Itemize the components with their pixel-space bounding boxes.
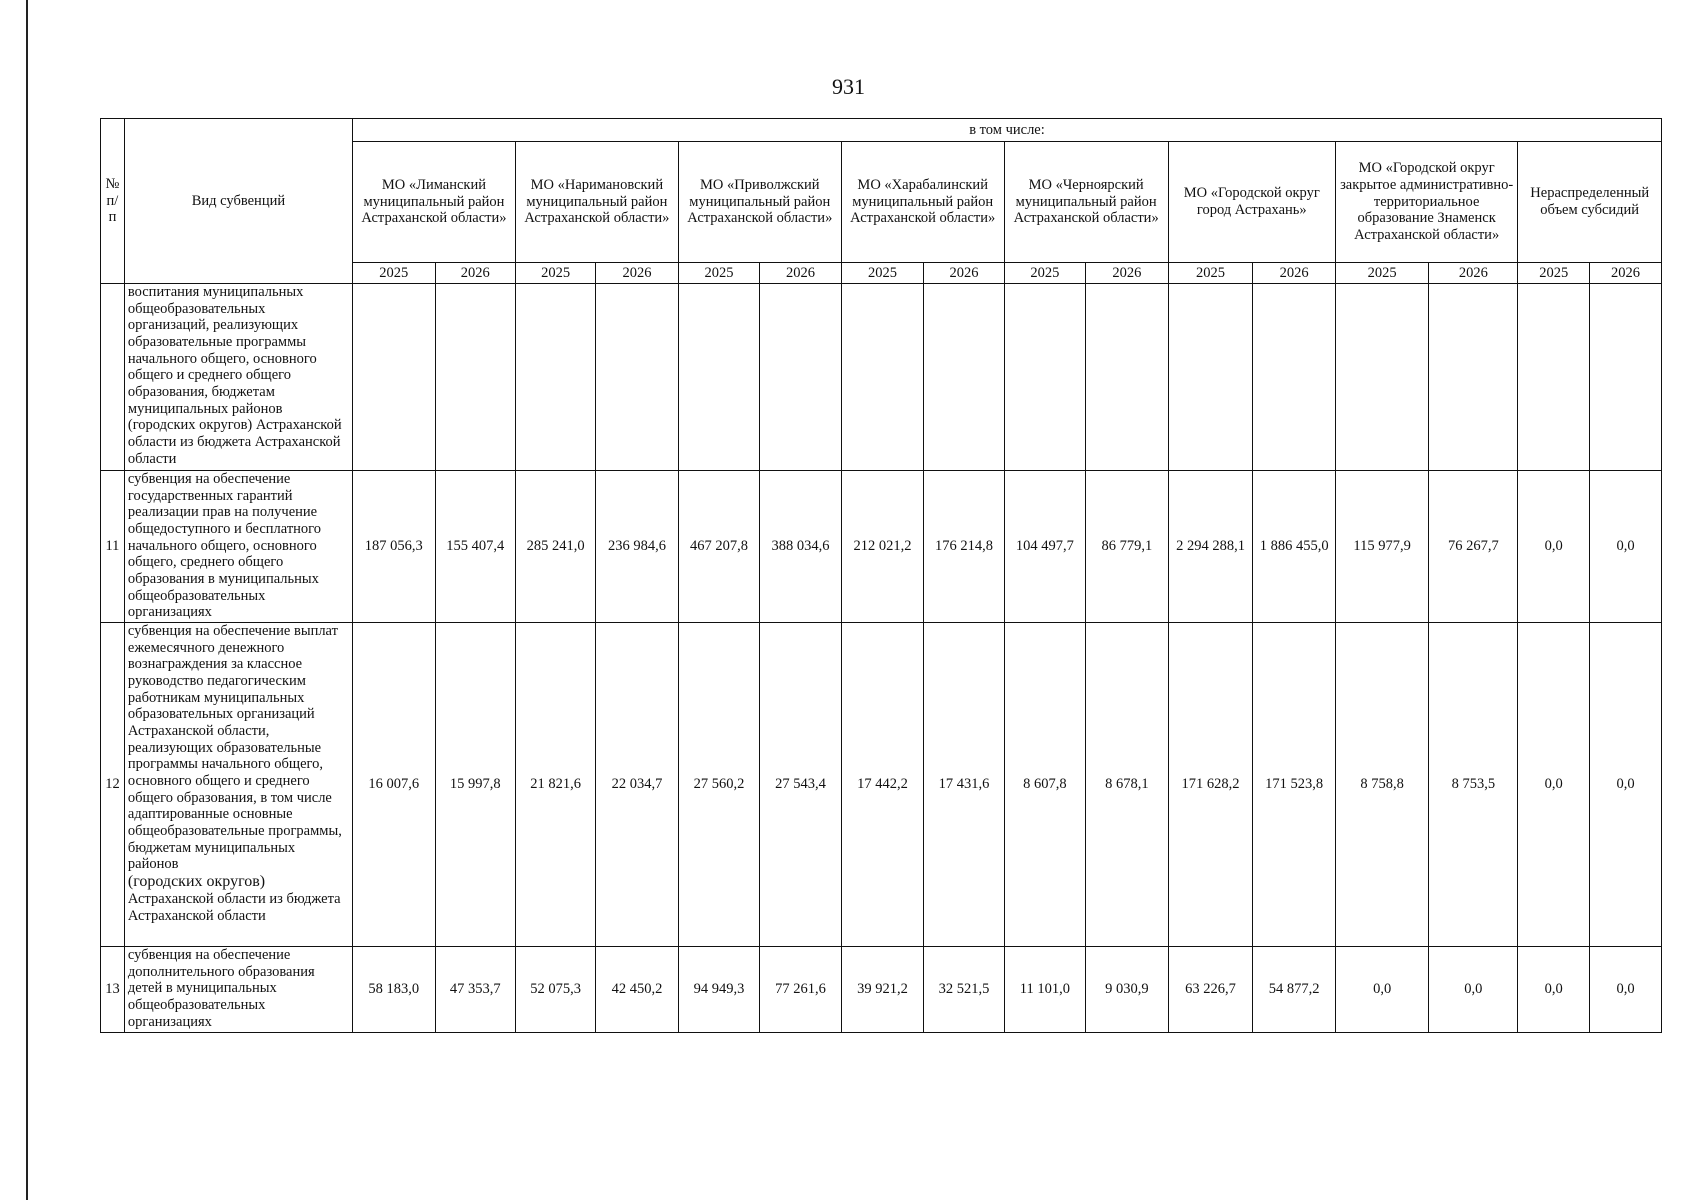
row-description: субвенция на обеспечение государственных гарантий реализации прав на получение общедоступного и бесплатного начального общего, основного общего, среднего общего образования в муниципальных общеобразовательных организациях [124,471,352,623]
year-header: 2026 [1253,263,1336,284]
value-cell: 0,0 [1429,947,1518,1033]
value-cell: 58 183,0 [352,947,435,1033]
year-header: 2026 [1429,263,1518,284]
value-cell [841,284,924,471]
table-row-continuation [101,284,1662,471]
value-cell: 94 949,3 [678,947,759,1033]
value-cell: 47 353,7 [435,947,515,1033]
page-number: 931 [832,74,865,99]
value-cell: 16 007,6 [352,623,435,947]
value-cell [678,284,759,471]
value-cell: 467 207,8 [678,471,759,623]
value-cell: 388 034,6 [760,471,841,623]
left-margin-line [26,0,28,1200]
value-cell: 0,0 [1590,947,1662,1033]
row-description: воспитания муниципальных общеобразовательных организаций, реализующих образовательные программы начального общего, основного общего и среднего общего образования, бюджетам муниципальных районов (городских округов) Астраханской области из бюджета Астраханской области [124,284,352,471]
value-cell: 17 442,2 [841,623,924,947]
value-cell: 32 521,5 [924,947,1004,1033]
header-mo-limansky: МО «Лиманский муниципальный район Астраханской области» [352,142,515,263]
year-header: 2025 [841,263,924,284]
value-cell: 155 407,4 [435,471,515,623]
value-cell: 86 779,1 [1086,471,1169,623]
value-cell: 63 226,7 [1168,947,1253,1033]
value-cell: 0,0 [1590,471,1662,623]
row-number: 11 [101,471,125,623]
year-header: 2026 [596,263,679,284]
header-mo-znamensk: МО «Городской округ закрытое административно-территориальное образование Знаменск Астраханской области» [1335,142,1517,263]
value-cell [352,284,435,471]
value-cell: 2 294 288,1 [1168,471,1253,623]
value-cell: 11 101,0 [1004,947,1085,1033]
value-cell [435,284,515,471]
value-cell: 15 997,8 [435,623,515,947]
value-cell: 27 560,2 [678,623,759,947]
value-cell: 39 921,2 [841,947,924,1033]
header-row-number: № п/п [101,119,125,284]
year-header: 2026 [760,263,841,284]
year-header: 2025 [1335,263,1428,284]
value-cell: 212 021,2 [841,471,924,623]
value-cell: 22 034,7 [596,623,679,947]
year-header: 2025 [1168,263,1253,284]
value-cell: 77 261,6 [760,947,841,1033]
value-cell [760,284,841,471]
row-description: субвенция на обеспечение дополнительного образования детей в муниципальных общеобразовательных организациях [124,947,352,1033]
value-cell: 104 497,7 [1004,471,1085,623]
row-description-part: Астраханской области из бюджета Астраханской области [127,891,341,925]
subvention-table [100,118,1662,1033]
value-cell: 8 758,8 [1335,623,1428,947]
header-subvention-type: Вид субвенций [124,119,352,284]
value-cell: 0,0 [1518,947,1590,1033]
value-cell [515,284,595,471]
year-header: 2025 [352,263,435,284]
table-row-11 [101,471,1662,623]
value-cell [1429,284,1518,471]
value-cell: 17 431,6 [924,623,1004,947]
year-header: 2026 [435,263,515,284]
header-mo-kharabalinsky: МО «Харабалинский муниципальный район Астраханской области» [841,142,1004,263]
value-cell: 176 214,8 [924,471,1004,623]
value-cell [596,284,679,471]
row-number [101,284,125,471]
value-cell: 236 984,6 [596,471,679,623]
header-mo-privolzhsky: МО «Приволжский муниципальный район Астраханской области» [678,142,841,263]
value-cell: 171 628,2 [1168,623,1253,947]
row-description-part: субвенция на обеспечение выплат ежемесячного денежного вознаграждения за классное руководство педагогическим работникам муниципальных образовательных организаций Астраханской области, реализующих образовательные программы начального общего, основного общего и среднего общего образования, в том числе адаптированные основные общеобразовательные программы, бюджетам муниципальных районов [127,623,342,873]
table-row-12 [101,623,1662,947]
year-header: 2025 [515,263,595,284]
year-header: 2025 [678,263,759,284]
header-mo-astrakhan-city: МО «Городской округ город Астрахань» [1168,142,1335,263]
value-cell: 21 821,6 [515,623,595,947]
value-cell [1168,284,1253,471]
value-cell: 27 543,4 [760,623,841,947]
value-cell: 52 075,3 [515,947,595,1033]
value-cell [924,284,1004,471]
value-cell: 1 886 455,0 [1253,471,1336,623]
value-cell: 0,0 [1590,623,1662,947]
value-cell: 171 523,8 [1253,623,1336,947]
value-cell: 285 241,0 [515,471,595,623]
header-mo-chernoyarsky: МО «Черноярский муниципальный район Астраханской области» [1004,142,1168,263]
value-cell [1335,284,1428,471]
value-cell [1253,284,1336,471]
value-cell: 9 030,9 [1086,947,1169,1033]
value-cell [1518,284,1590,471]
row-description-part: (городских округов) [127,873,266,891]
value-cell [1086,284,1169,471]
row-number: 12 [101,623,125,947]
header-including: в том числе: [352,119,1661,142]
value-cell: 54 877,2 [1253,947,1336,1033]
year-header: 2026 [1086,263,1169,284]
year-header: 2026 [924,263,1004,284]
value-cell: 76 267,7 [1429,471,1518,623]
value-cell: 8 607,8 [1004,623,1085,947]
value-cell: 187 056,3 [352,471,435,623]
header-unallocated: Нераспределенный объем субсидий [1518,142,1662,263]
value-cell [1590,284,1662,471]
year-header: 2026 [1590,263,1662,284]
value-cell: 115 977,9 [1335,471,1428,623]
year-header: 2025 [1518,263,1590,284]
row-number: 13 [101,947,125,1033]
value-cell: 0,0 [1518,623,1590,947]
value-cell: 0,0 [1518,471,1590,623]
table-row-13 [101,947,1662,1033]
header-mo-narimanovsky: МО «Наримановский муниципальный район Астраханской области» [515,142,678,263]
value-cell: 8 753,5 [1429,623,1518,947]
value-cell: 8 678,1 [1086,623,1169,947]
value-cell [1004,284,1085,471]
year-header: 2025 [1004,263,1085,284]
value-cell: 0,0 [1335,947,1428,1033]
row-description [124,623,352,947]
value-cell: 42 450,2 [596,947,679,1033]
